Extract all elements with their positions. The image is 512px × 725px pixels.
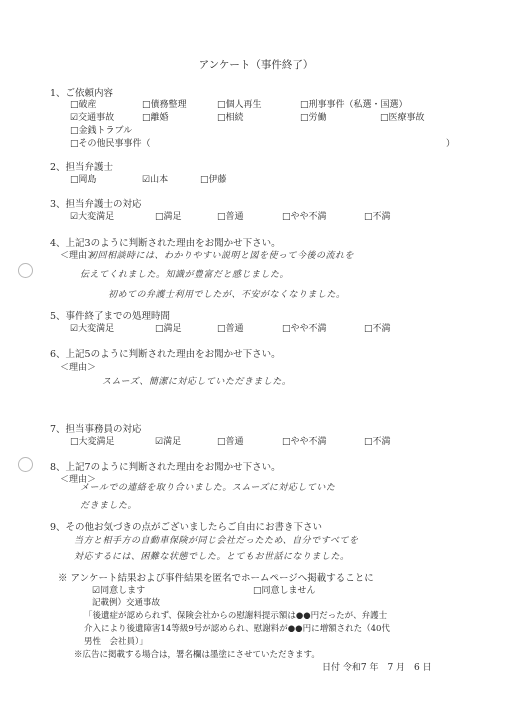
- q8-answer-line-1: メールでの連絡を取り合いました。スムーズに対応していた: [80, 483, 336, 493]
- q1-option-criminal[interactable]: □刑事事件（私選・国選）: [300, 100, 408, 110]
- q6-reason-label: ＜理由＞: [60, 363, 97, 373]
- q1-option-bankruptcy[interactable]: □破産: [70, 100, 97, 110]
- q2-option-ito[interactable]: □伊藤: [200, 175, 227, 185]
- q3-option-dissatisfied[interactable]: □不満: [364, 212, 391, 222]
- q3-label: 3、担当弁護士の対応: [50, 199, 142, 210]
- q7-option-satisfied[interactable]: ☑満足: [155, 437, 182, 447]
- q2-option-yamamoto[interactable]: ☑山本: [142, 175, 169, 185]
- q4-answer-line-3: 初めての弁護士利用でしたが、不安がなくなりました。: [108, 290, 346, 300]
- q1-option-medical[interactable]: □医療事故: [380, 113, 425, 123]
- q7-label: 7、担当事務員の対応: [50, 424, 142, 435]
- q1-option-money[interactable]: □金銭トラブル: [70, 126, 133, 136]
- q5-option-satisfied[interactable]: □満足: [155, 324, 182, 334]
- punch-hole-bottom: [18, 457, 33, 472]
- q8-answer-line-2: だきました。: [80, 501, 138, 511]
- q1-option-other-civil[interactable]: □その他民事事件（: [70, 139, 151, 149]
- q9-answer-line-1: 当方と相手方の自動車保険が同じ会社だったため、自分ですべてを: [74, 536, 359, 546]
- q5-option-neutral[interactable]: □普通: [217, 324, 244, 334]
- q9-answer-line-2: 対応するには、困難な状態でした。とてもお世話になりました。: [74, 552, 350, 562]
- q9-label: 9、その他お気づきの点がございましたらご自由にお書き下さい: [50, 522, 323, 533]
- q2-option-okajima[interactable]: □岡島: [70, 175, 97, 185]
- example-line-1: 「後遺症が認められず、保険会社からの慰謝料提示額は●●円だったが、弁護士: [84, 611, 388, 621]
- q1-option-divorce[interactable]: □離婚: [142, 113, 169, 123]
- q4-reason-label: ＜理由＞: [60, 251, 97, 261]
- consent-disagree-option[interactable]: □同意しません: [253, 586, 316, 596]
- q1-option-labor[interactable]: □労働: [300, 113, 327, 123]
- example-line-3: 男性 会社員）」: [84, 637, 148, 647]
- q1-option-inheritance[interactable]: □相続: [217, 113, 244, 123]
- q4-answer-line-1: 初回相談時には、わかりやすい説明と図を使って今後の流れを: [88, 251, 355, 261]
- q5-option-dissatisfied[interactable]: □不満: [364, 324, 391, 334]
- date-field: 日付 令和7 年 7 月 6 日: [322, 663, 432, 673]
- q3-option-very-satisfied[interactable]: ☑大変満足: [70, 212, 115, 222]
- q7-option-neutral[interactable]: □普通: [217, 437, 244, 447]
- q4-label: 4、上記3のように判断された理由をお聞かせ下さい。: [50, 238, 281, 249]
- example-line-2: 介入により後遺障害14等級9号が認められ、慰謝料が●●円に増額された（40代: [84, 624, 390, 634]
- q1-option-debt[interactable]: □債務整理: [142, 100, 187, 110]
- q5-label: 5、事件終了までの処理時間: [50, 311, 171, 322]
- q3-option-neutral[interactable]: □普通: [217, 212, 244, 222]
- q1-option-traffic[interactable]: ☑交通事故: [70, 113, 115, 123]
- consent-agree-option[interactable]: ☑同意します: [92, 586, 146, 596]
- q7-option-somewhat-dissatisfied[interactable]: □やや不満: [282, 437, 327, 447]
- q6-answer-line-1: スムーズ、簡潔に対応していただきました。: [102, 377, 292, 387]
- q5-option-somewhat-dissatisfied[interactable]: □やや不満: [282, 324, 327, 334]
- page-title: アンケート（事件終了）: [198, 59, 314, 71]
- example-heading: 記載例）交通事故: [92, 598, 161, 608]
- ad-note: ※広告に掲載する場合は，署名欄は墨塗にさせていただきます。: [74, 650, 320, 660]
- q5-option-very-satisfied[interactable]: ☑大変満足: [70, 324, 115, 334]
- q1-option-rehabilitation[interactable]: □個人再生: [217, 100, 262, 110]
- q6-label: 6、上記5のように判断された理由をお聞かせ下さい。: [50, 349, 281, 360]
- q3-option-somewhat-dissatisfied[interactable]: □やや不満: [282, 212, 327, 222]
- q8-reason-label: ＜理由＞: [60, 475, 97, 485]
- q1-label: 1、ご依頼内容: [50, 88, 114, 99]
- q8-label: 8、上記7のように判断された理由をお聞かせ下さい。: [50, 462, 281, 473]
- consent-question: ※ アンケート結果および事件結果を匿名でホームページへ掲載することに: [58, 573, 374, 584]
- q7-option-dissatisfied[interactable]: □不満: [364, 437, 391, 447]
- q4-answer-line-2: 伝えてくれました。知識が豊富だと感じました。: [80, 270, 290, 280]
- q2-label: 2、担当弁護士: [50, 162, 114, 173]
- punch-hole-top: [18, 263, 33, 278]
- q3-option-satisfied[interactable]: □満足: [155, 212, 182, 222]
- q7-option-very-satisfied[interactable]: □大変満足: [70, 437, 115, 447]
- q1-other-close-paren: ）: [446, 139, 456, 149]
